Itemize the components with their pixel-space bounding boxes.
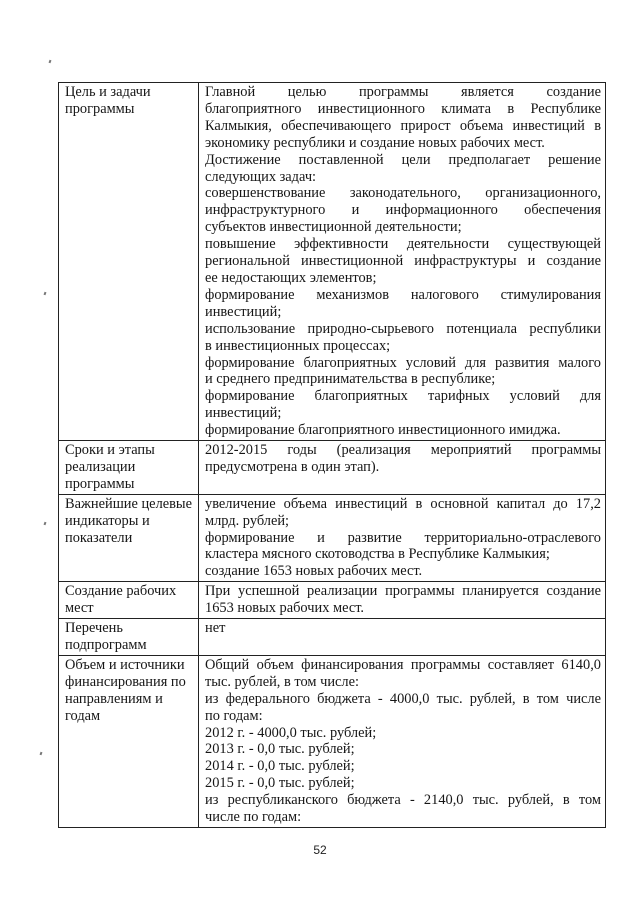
- text-line: числе по годам:: [205, 809, 302, 826]
- row-value: [199, 494, 606, 582]
- text-line: предусмотрена в один этап).: [205, 458, 380, 475]
- text-line: Достижение поставленной цели предполагает решение: [205, 151, 601, 168]
- text-line: ее недостающих элементов;: [205, 269, 377, 286]
- text-line: 2014 г. - 0,0 тыс. рублей;: [205, 758, 355, 775]
- scan-speck: [44, 522, 47, 526]
- text-line: по годам:: [205, 707, 263, 724]
- scan-speck: [40, 752, 43, 756]
- text-line: нет: [205, 620, 226, 637]
- text-line: совершенствование законодательного, организационного,: [205, 185, 601, 202]
- text-line: тыс. рублей, в том числе:: [205, 673, 359, 690]
- text-line: формирование благоприятных условий для развития малого: [205, 354, 601, 371]
- page-number: 52: [313, 843, 327, 857]
- text-line: инвестиций;: [205, 405, 282, 422]
- row-value: [199, 619, 606, 656]
- table-row: [59, 494, 606, 582]
- row-value: [199, 582, 606, 619]
- text-line: инвестиций;: [205, 303, 282, 320]
- text-line: следующих задач:: [205, 168, 317, 185]
- scan-speck: [49, 60, 52, 64]
- text-line: При успешной реализации программы планируется создание: [205, 583, 601, 600]
- table-row: [59, 655, 606, 827]
- scan-speck: [44, 292, 47, 296]
- text-line: из федерального бюджета - 4000,0 тыс. рублей, в том числе: [205, 690, 601, 707]
- row-value: [199, 83, 606, 441]
- text-line: 1653 новых рабочих мест.: [205, 600, 365, 617]
- text-line: формирование и развитие территориально-отраслевого: [205, 529, 601, 546]
- text-line: 2015 г. - 0,0 тыс. рублей;: [205, 775, 355, 792]
- text-line: благоприятного инвестиционного климата в Республике: [205, 100, 601, 117]
- text-line: и среднего предпринимательства в республике;: [205, 371, 496, 388]
- text-line: Общий объем финансирования программы составляет 6140,0: [205, 656, 601, 673]
- table-row: [59, 582, 606, 619]
- text-line: 2012 г. - 4000,0 тыс. рублей;: [205, 724, 377, 741]
- text-line: региональной инвестиционной инфраструктуры и создание: [205, 253, 601, 270]
- text-line: экономику республики и создание новых рабочих мест.: [205, 134, 545, 151]
- row-label: Цель и задачи программы: [59, 83, 199, 441]
- text-line: млрд. рублей;: [205, 512, 290, 529]
- text-line: формирование благоприятного инвестиционного имиджа.: [205, 422, 561, 439]
- row-label: Сроки и этапы реализации программы: [59, 441, 199, 495]
- row-value: [199, 441, 606, 495]
- text-line: кластера мясного скотоводства в Республике Калмыкия;: [205, 546, 550, 563]
- text-line: использование природно-сырьевого потенциала республики: [205, 320, 601, 337]
- text-line: в инвестиционных процессах;: [205, 337, 391, 354]
- text-line: повышение эффективности деятельности существующей: [205, 236, 601, 253]
- text-line: из республиканского бюджета - 2140,0 тыс. рублей, в том: [205, 792, 601, 809]
- table-row: [59, 83, 606, 441]
- row-value: [199, 655, 606, 827]
- program-passport-table: [58, 82, 606, 828]
- text-line: увеличение объема инвестиций в основной капитал до 17,2: [205, 495, 601, 512]
- row-label: Создание рабочих мест: [59, 582, 199, 619]
- text-line: 2012-2015 годы (реализация мероприятий программы: [205, 442, 601, 459]
- table-row: [59, 619, 606, 656]
- text-line: инфраструктурного и информационного обеспечения: [205, 202, 601, 219]
- text-line: создание 1653 новых рабочих мест.: [205, 563, 423, 580]
- row-label: Объем и источники финансирования по направлениям и годам: [59, 655, 199, 827]
- row-label: Важнейшие целевые индикаторы и показатели: [59, 494, 199, 582]
- text-line: Калмыкия, обеспечивающего прирост объема инвестиций в: [205, 117, 601, 134]
- row-label: Перечень подпрограмм: [59, 619, 199, 656]
- text-line: субъектов инвестиционной деятельности;: [205, 219, 462, 236]
- text-line: Главной целью программы является создание: [205, 84, 601, 100]
- table-row: [59, 441, 606, 495]
- text-line: формирование механизмов налогового стимулирования: [205, 286, 601, 303]
- text-line: 2013 г. - 0,0 тыс. рублей;: [205, 741, 355, 758]
- text-line: формирование благоприятных тарифных условий для: [205, 388, 601, 405]
